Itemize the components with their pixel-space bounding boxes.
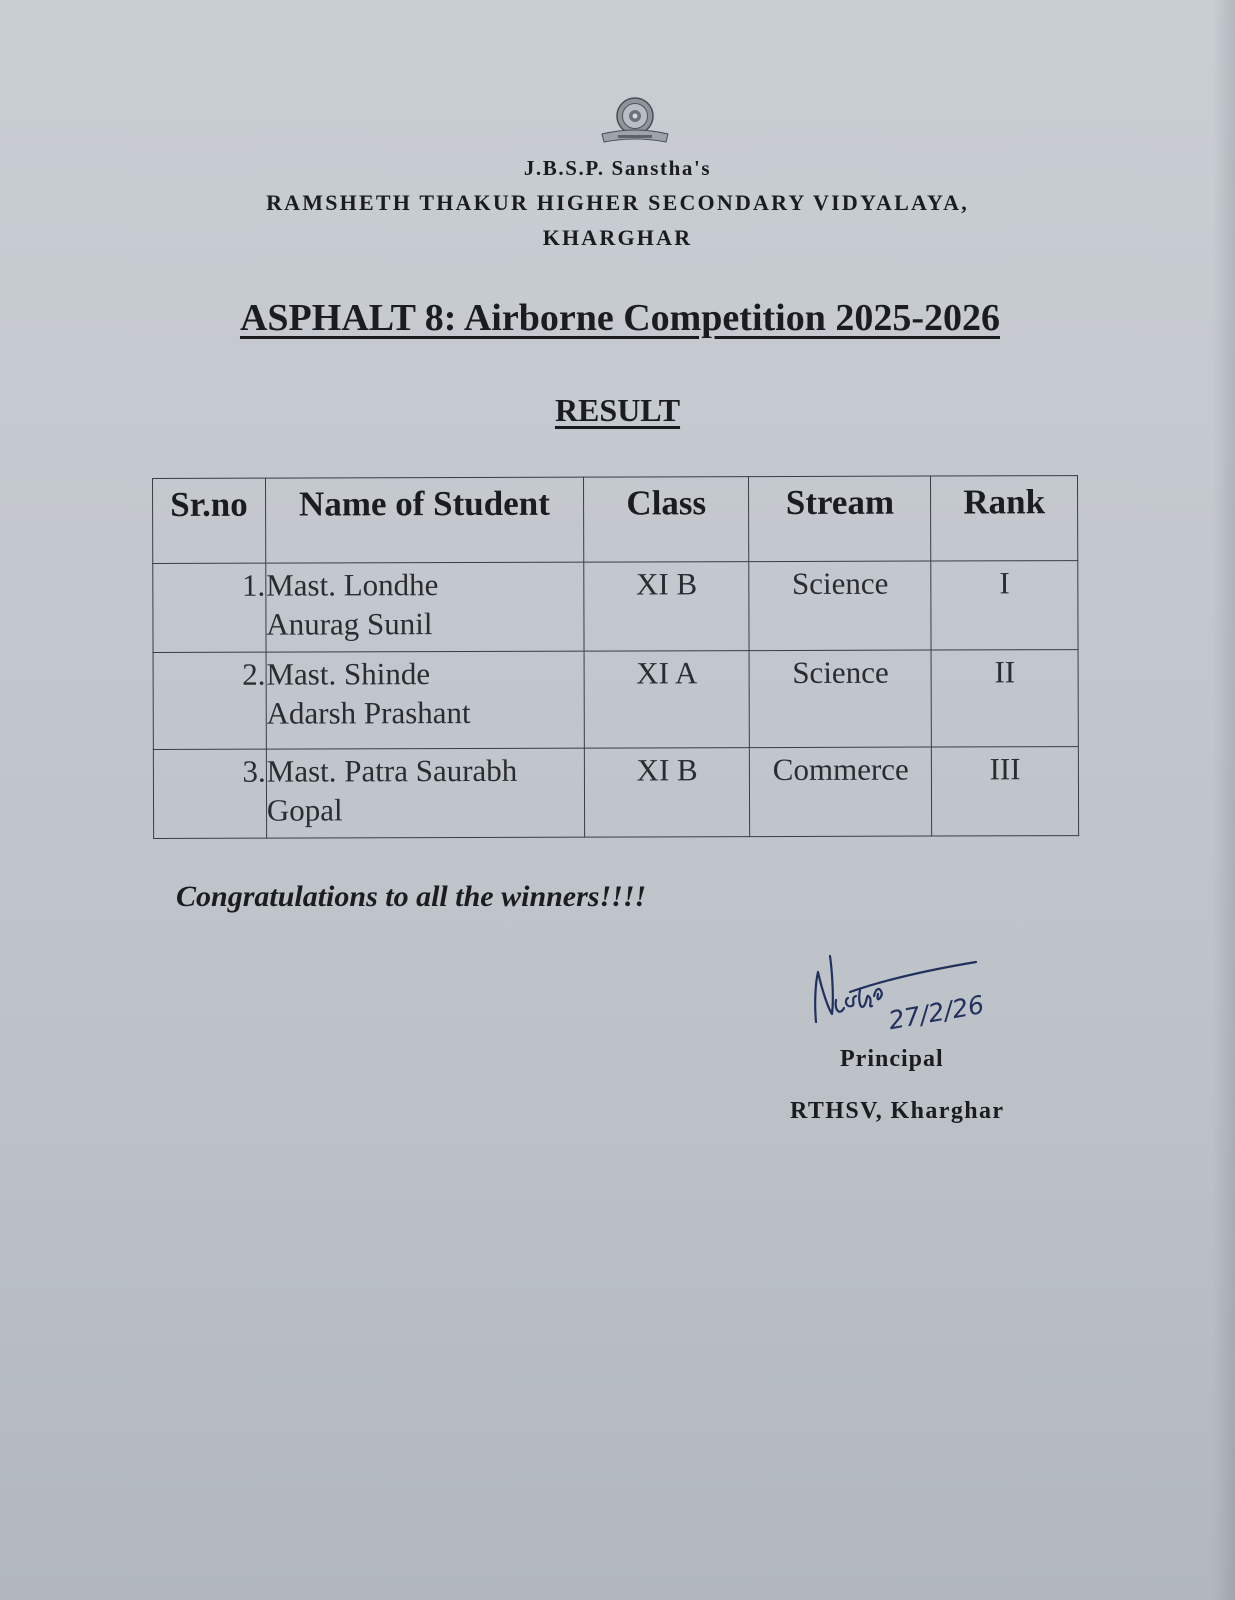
student-name-cell [266, 651, 584, 749]
principal-signature [810, 950, 1010, 1050]
student-name-line2: Gopal [266, 792, 343, 828]
stream-cell: Commerce [750, 747, 932, 837]
table-row [153, 561, 1078, 653]
header-rank: Rank [931, 476, 1078, 561]
student-name-cell [266, 748, 584, 838]
sanstha-name: J.B.S.P. Sanstha's [523, 156, 712, 180]
school-location: KHARGHAR [542, 225, 693, 250]
header-stream: Stream [749, 476, 931, 562]
sr-no-cell: 2. [153, 652, 266, 749]
rank-cell: II [931, 650, 1078, 747]
table-row [153, 747, 1078, 839]
rank-cell: I [931, 561, 1078, 650]
header-student-name: Name of Student [265, 477, 583, 563]
student-name-line1: Mast. Londhe [266, 567, 439, 603]
school-emblem-icon [596, 96, 674, 146]
student-name-line2: Anurag Sunil [266, 606, 433, 642]
class-cell: XI A [584, 651, 750, 749]
stream-cell: Science [750, 650, 932, 748]
student-name-line1: Mast. Shinde [266, 656, 431, 692]
principal-office: RTHSV, Kharghar [790, 1098, 1005, 1124]
header-class: Class [583, 477, 749, 563]
competition-title: ASPHALT 8: Airborne Competition 2025-2026 [239, 297, 1001, 339]
student-name-cell [266, 562, 584, 652]
school-name: RAMSHETH THAKUR HIGHER SECONDARY VIDYALAYA, [266, 190, 969, 215]
sr-no-cell: 1. [153, 563, 266, 652]
principal-title: Principal [840, 1046, 944, 1072]
signature-date: 27/2/26 [886, 990, 987, 1036]
class-cell: XI B [584, 562, 750, 652]
table-row [153, 650, 1078, 750]
results-table [152, 475, 1079, 839]
congratulations-note: Congratulations to all the winners!!!! [176, 880, 647, 913]
student-name-line1: Mast. Patra Saurabh [266, 752, 518, 789]
class-cell: XI B [584, 748, 750, 838]
stream-cell: Science [749, 561, 931, 651]
student-name-line2: Adarsh Prashant [266, 695, 471, 731]
sr-no-cell: 3. [153, 749, 266, 838]
table-header-row [153, 476, 1078, 564]
header-sr-no: Sr.no [153, 478, 266, 563]
rank-cell: III [932, 747, 1079, 836]
result-heading: RESULT [554, 392, 681, 428]
